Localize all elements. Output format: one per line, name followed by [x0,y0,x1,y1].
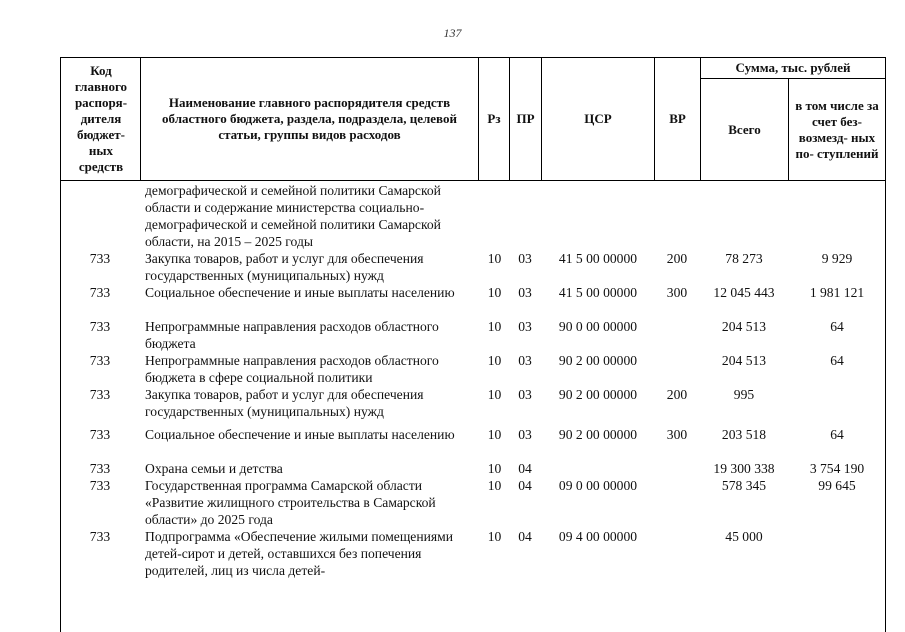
header-kod: Код главного распоря- дителя бюджет- ных средств [74,62,128,174]
cell-kod: 733 [89,387,111,402]
cell-pr: 04 [518,461,532,476]
cell-rz: 10 [487,461,502,476]
cell-csr: 41 5 00 00000 [558,285,638,300]
cell-rz: 10 [487,478,502,493]
cell-free: 64 [830,427,844,442]
cell-kod: 733 [89,478,111,493]
cell-name: Подпрограмма «Обеспечение жилыми помещениями детей-сирот и детей, оставшихся без попечения родителей, лиц из числа детей- [145,529,454,578]
cell-csr: 90 2 00 00000 [558,427,638,442]
cell-total: 78 273 [725,251,763,266]
cell-vr: 200 [666,251,688,266]
cell-name: Закупка товаров, работ и услуг для обеспечения государственных (муниципальных) нужд [145,251,424,283]
cell-pr: 03 [518,387,532,402]
cell-csr: 90 2 00 00000 [558,353,638,368]
cell-rz: 10 [487,387,502,402]
cell-total: 203 518 [721,427,767,442]
cell-csr: 09 4 00 00000 [558,529,638,544]
cell-total: 204 513 [721,319,767,334]
cell-free: 64 [830,353,844,368]
cell-name: Социальное обеспечение и иные выплаты населению [145,285,455,300]
cell-rz: 10 [487,251,502,266]
cell-pr: 04 [518,529,532,544]
col-line-0 [60,57,61,632]
cell-name: Непрограммные направления расходов областного бюджета [145,319,439,351]
cell-kod: 733 [89,319,111,334]
header-csr: ЦСР [584,110,612,126]
cell-pr: 03 [518,319,532,334]
header-name: Наименование главного распорядителя средств областного бюджета, раздела, подраздела, целевой статьи, группы видов расходов [162,94,457,142]
cell-free: 9 929 [821,251,853,266]
header-total: Всего [728,121,761,137]
cell-rz: 10 [487,285,502,300]
cell-vr: 200 [666,387,688,402]
cell-total: 12 045 443 [713,285,775,300]
cell-kod: 733 [89,251,111,266]
cell-csr: 09 0 00 00000 [558,478,638,493]
cell-name: Закупка товаров, работ и услуг для обеспечения государственных (муниципальных) нужд [145,387,424,419]
cell-kod: 733 [89,529,111,544]
cell-vr: 300 [666,285,688,300]
cell-pr: 03 [518,251,532,266]
cell-name: Непрограммные направления расходов областного бюджета в сфере социальной политики [145,353,439,385]
cell-total: 578 345 [721,478,767,493]
cell-kod: 733 [89,427,111,442]
cell-vr: 300 [666,427,688,442]
header-pr: ПР [516,110,535,126]
cell-free: 64 [830,319,844,334]
cell-total: 45 000 [725,529,763,544]
cell-kod: 733 [89,285,111,300]
cell-rz: 10 [487,529,502,544]
cell-free: 3 754 190 [809,461,865,476]
cell-name: демографической и семейной политики Самарской области и содержание министерства социально-демографической и семейной политики Самарской области, на 2015 – 2025 годы [145,183,441,249]
cell-rz: 10 [487,427,502,442]
cell-free: 1 981 121 [809,285,865,300]
cell-kod: 733 [89,353,111,368]
cell-rz: 10 [487,353,502,368]
cell-csr: 90 2 00 00000 [558,387,638,402]
col-line-7 [788,78,789,180]
header-rz: Рз [487,110,501,126]
header-free: в том числе за счет без- возмезд- ных по- ступлений [795,97,879,161]
cell-csr: 90 0 00 00000 [558,319,638,334]
cell-total: 204 513 [721,353,767,368]
cell-pr: 03 [518,353,532,368]
col-line-8 [885,57,886,632]
cell-name: Охрана семьи и детства [145,461,283,476]
cell-total: 995 [733,387,755,402]
header-bottom-border [60,180,886,181]
budget-table [60,57,886,632]
cell-rz: 10 [487,319,502,334]
cell-pr: 03 [518,427,532,442]
cell-name: Государственная программа Самарской области «Развитие жилищного строительства в Самарской области» до 2025 года [145,478,436,527]
cell-csr: 41 5 00 00000 [558,251,638,266]
header-sum: Сумма, тыс. рублей [735,59,851,75]
cell-name: Социальное обеспечение и иные выплаты населению [145,427,455,442]
cell-kod: 733 [89,461,111,476]
cell-free: 99 645 [818,478,856,493]
cell-pr: 03 [518,285,532,300]
cell-pr: 04 [518,478,532,493]
header-vr: ВР [669,110,686,126]
cell-total: 19 300 338 [713,461,775,476]
page-number: 137 [443,26,462,40]
